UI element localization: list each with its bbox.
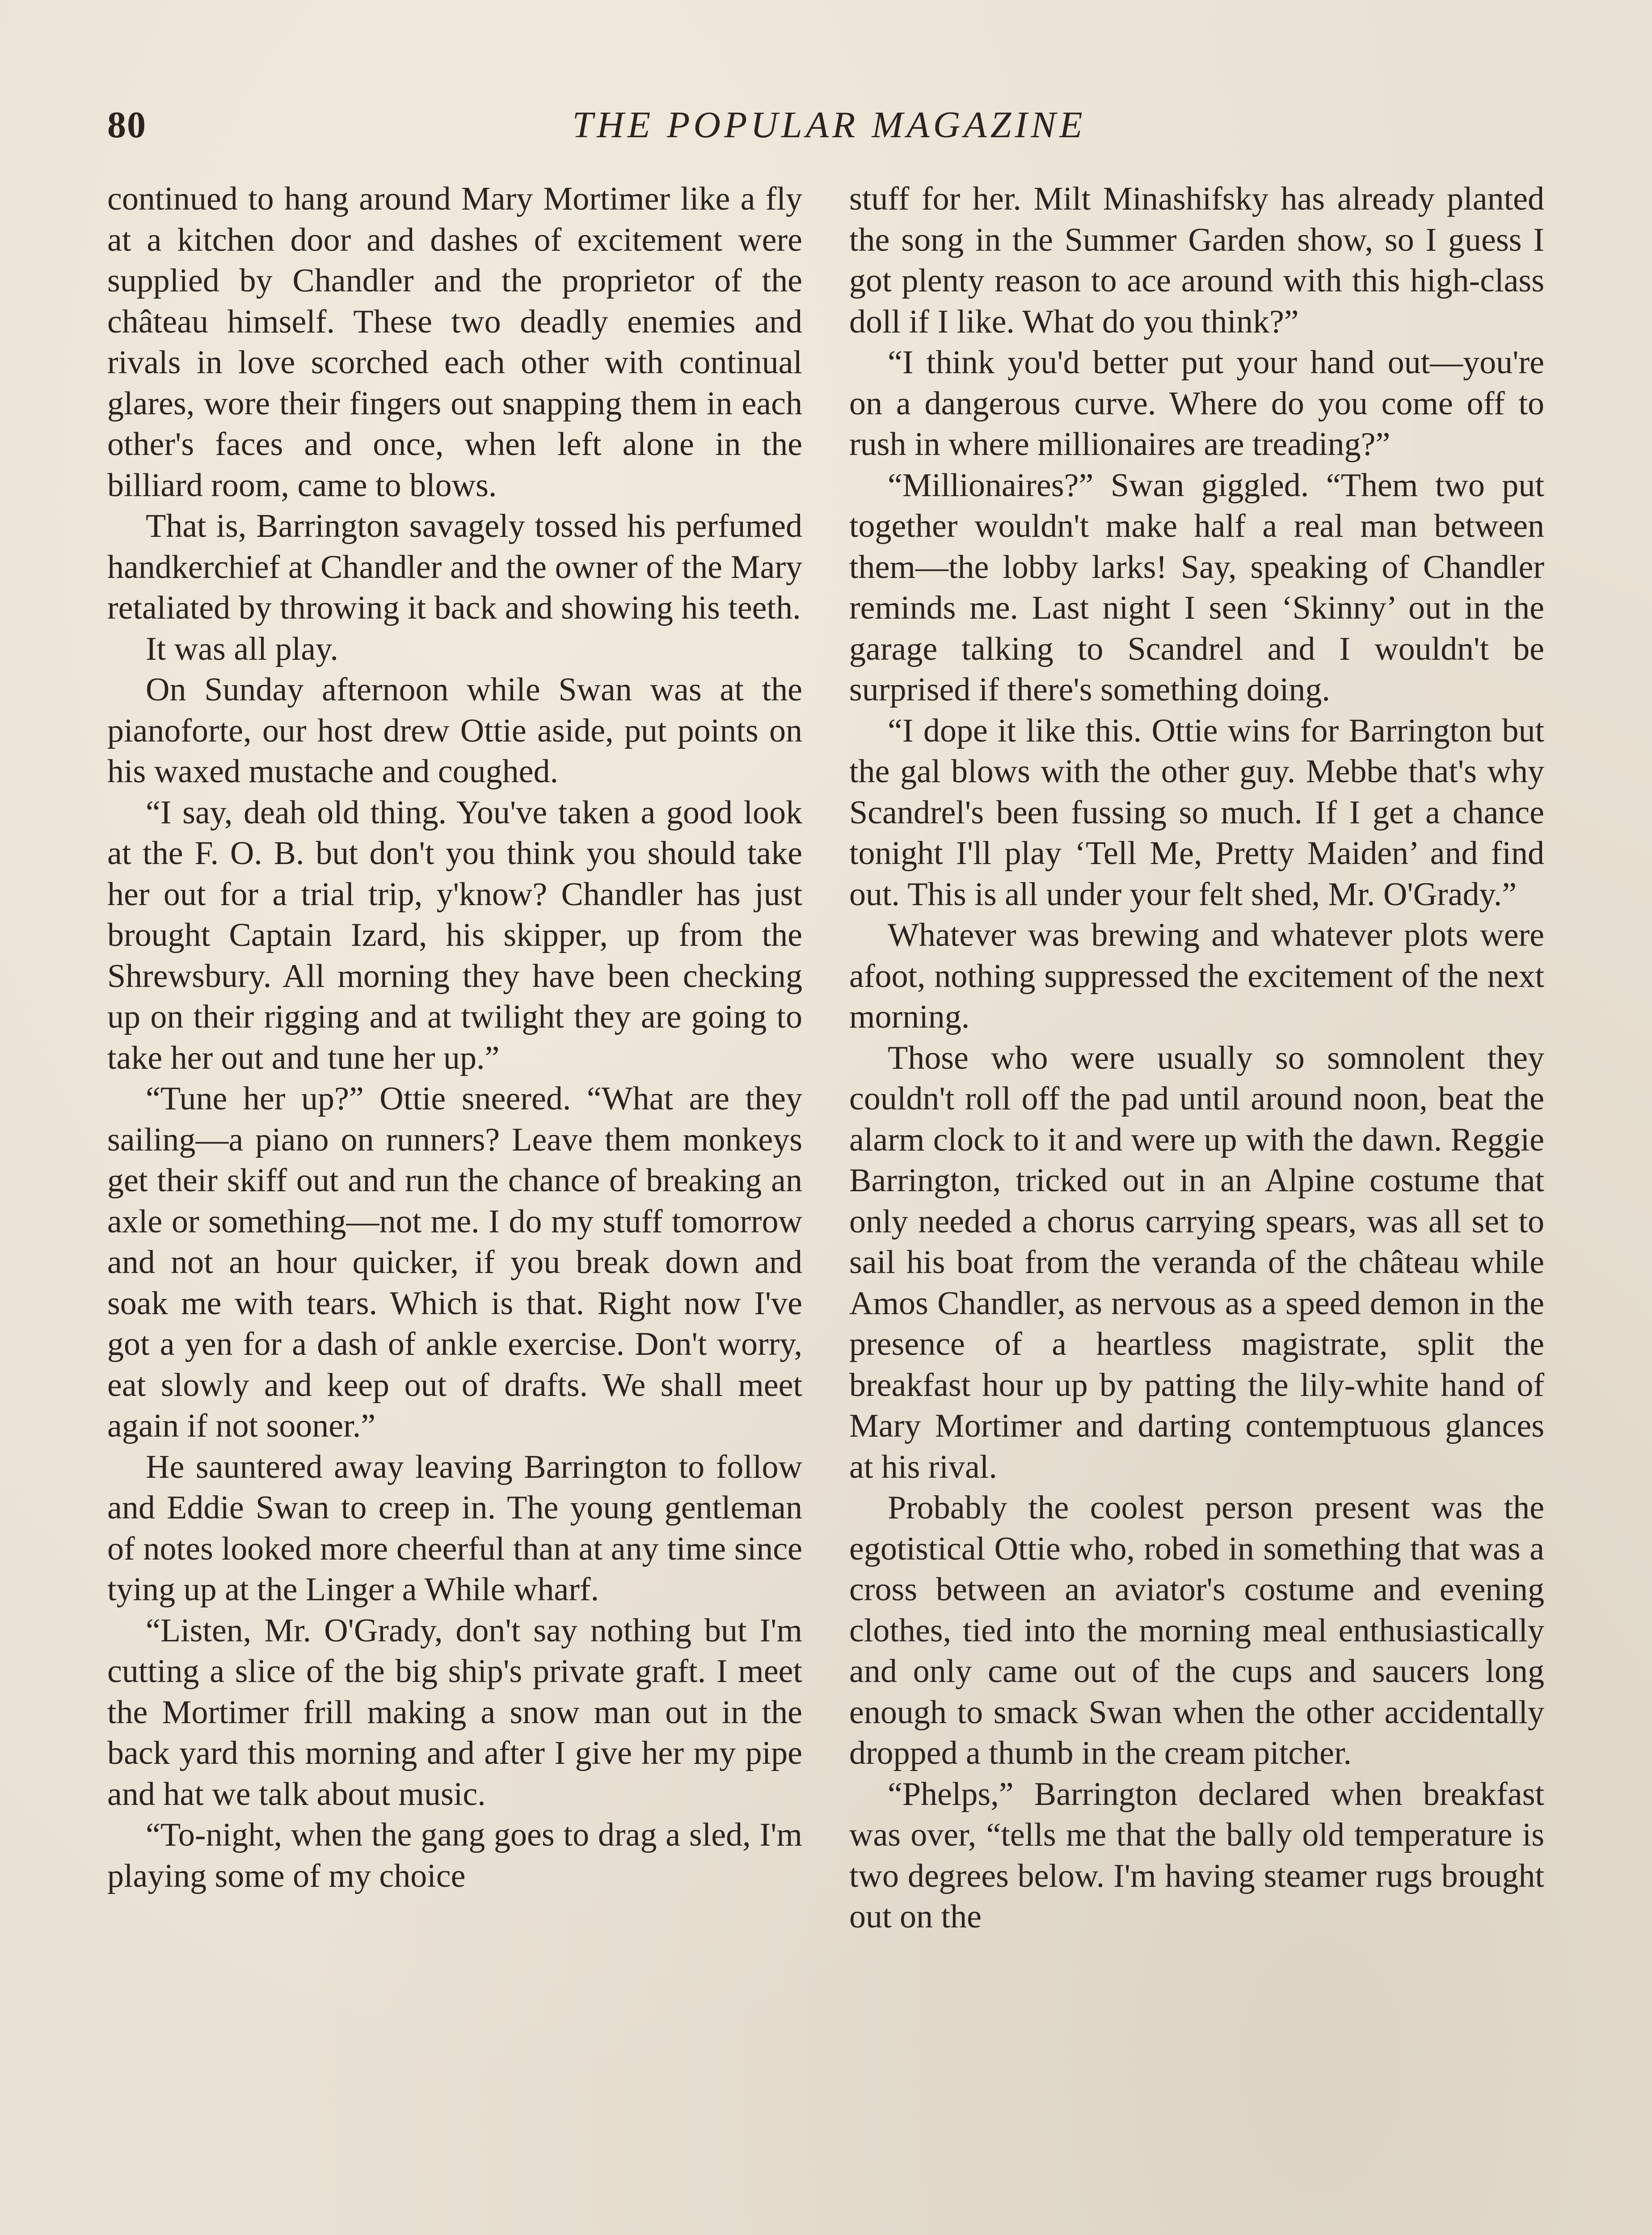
running-title: THE POPULAR MAGAZINE: [572, 104, 1086, 146]
paragraph: “Phelps,” Barrington declared when breakfast was over, “tells me that the bally old temperature is two degrees below. I'm having steamer rugs brought out on the: [849, 1775, 1544, 1935]
paragraph: “Tune her up?” Ottie sneered. “What are they sailing—a piano on runners? Leave them monkeys get their skiff out and run the chance of breaking an axle or something—not me. I do my stuff tomorrow and not an hour quicker, if you break down and soak me with tears. Which is that. Right now I've got a yen for a dash of ankle exercise. Don't worry, eat slowly and keep out of drafts. We shall meet again if not sooner.”: [107, 1080, 802, 1444]
paragraph: “I think you'd better put your hand out—you're on a dangerous curve. Where do you come off to rush in where millionaires are treading?”: [849, 344, 1544, 463]
right-column: [849, 179, 1544, 2235]
paragraph: He sauntered away leaving Barrington to follow and Eddie Swan to creep in. The young gentleman of notes looked more cheerful than at any time since tying up at the Linger a While wharf.: [107, 1448, 802, 1608]
paragraph: “I dope it like this. Ottie wins for Barrington but the gal blows with the other guy. Mebbe that's why Scandrel's been fussing so much. If I get a chance tonight I'll play ‘Tell Me, Pretty Maiden’ and find out. This is all under your felt shed, Mr. O'Grady.”: [849, 712, 1544, 913]
paragraph: “Millionaires?” Swan giggled. “Them two put together wouldn't make half a real man between them—the lobby larks! Say, speaking of Chandler reminds me. Last night I seen ‘Skinny’ out in the garage talking to Scandrel and I wouldn't be surprised if there's something doing.: [849, 467, 1544, 708]
paragraph: Whatever was brewing and whatever plots were afoot, nothing suppressed the excitement of the next morning.: [849, 917, 1544, 1035]
page-header: [107, 98, 1551, 152]
paragraph: It was all play.: [146, 630, 338, 667]
paragraph: continued to hang around Mary Mortimer like a fly at a kitchen door and dashes of excitement were supplied by Chandler and the proprietor of the château himself. These two deadly enemies and rivals in love scorched each other with continual glares, wore their fingers out snapping them in each other's faces and once, when left alone in the billiard room, came to blows.: [107, 181, 802, 504]
paragraph: [107, 506, 802, 629]
paragraph: stuff for her. Milt Minashifsky has already planted the song in the Summer Garden show, so I guess I got plenty reason to ace around with this high-class doll if I like. What do you think?”: [849, 181, 1544, 340]
paragraph: “I say, deah old thing. You've taken a good look at the F. O. B. but don't you think you should take her out for a trial trip, y'know? Chandler has just brought Captain Izard, his skipper, up from the Shrewsbury. All morning they have been checking up on their rigging and at twilight they are going to take her out and tune her up.”: [107, 794, 802, 1076]
page-number: 80: [107, 104, 147, 146]
paragraph: “To-night, when the gang goes to drag a sled, I'm playing some of my choice: [107, 1817, 802, 1894]
paragraph-text: That is, Barrington savagely tossed his perfumed handkerchief at Chandler and the owner of the Mary retaliated by throwing it back and showing his teeth.: [107, 508, 802, 626]
paragraph: “Listen, Mr. O'Grady, don't say nothing but I'm cutting a slice of the big ship's private graft. I meet the Mortimer frill making a snow man out in the back yard this morning and after I give her my pipe and hat we talk about music.: [107, 1612, 802, 1813]
text-columns: [107, 179, 1551, 2235]
left-column: [107, 179, 802, 2235]
paragraph: Probably the coolest person present was the egotistical Ottie who, robed in something that was a cross between an aviator's costume and evening clothes, tied into the morning meal enthusiastically and only came out of the cups and saucers long enough to smack Swan when the other accidentally dropped a thumb in the cream pitcher.: [849, 1489, 1544, 1771]
paragraph: Those who were usually so somnolent they couldn't roll off the pad until around noon, beat the alarm clock to it and were up with the dawn. Reggie Barrington, tricked out in an Alpine costume that only needed a chorus carrying spears, was all set to sail his boat from the veranda of the château while Amos Chandler, as nervous as a speed demon in the presence of a heartless magistrate, split the breakfast hour up by patting the lily-white hand of Mary Mortimer and darting contemptuous glances at his rival.: [849, 1039, 1544, 1485]
paragraph: On Sunday afternoon while Swan was at the pianoforte, our host drew Ottie aside, put points on his waxed mustache and coughed.: [107, 671, 802, 790]
